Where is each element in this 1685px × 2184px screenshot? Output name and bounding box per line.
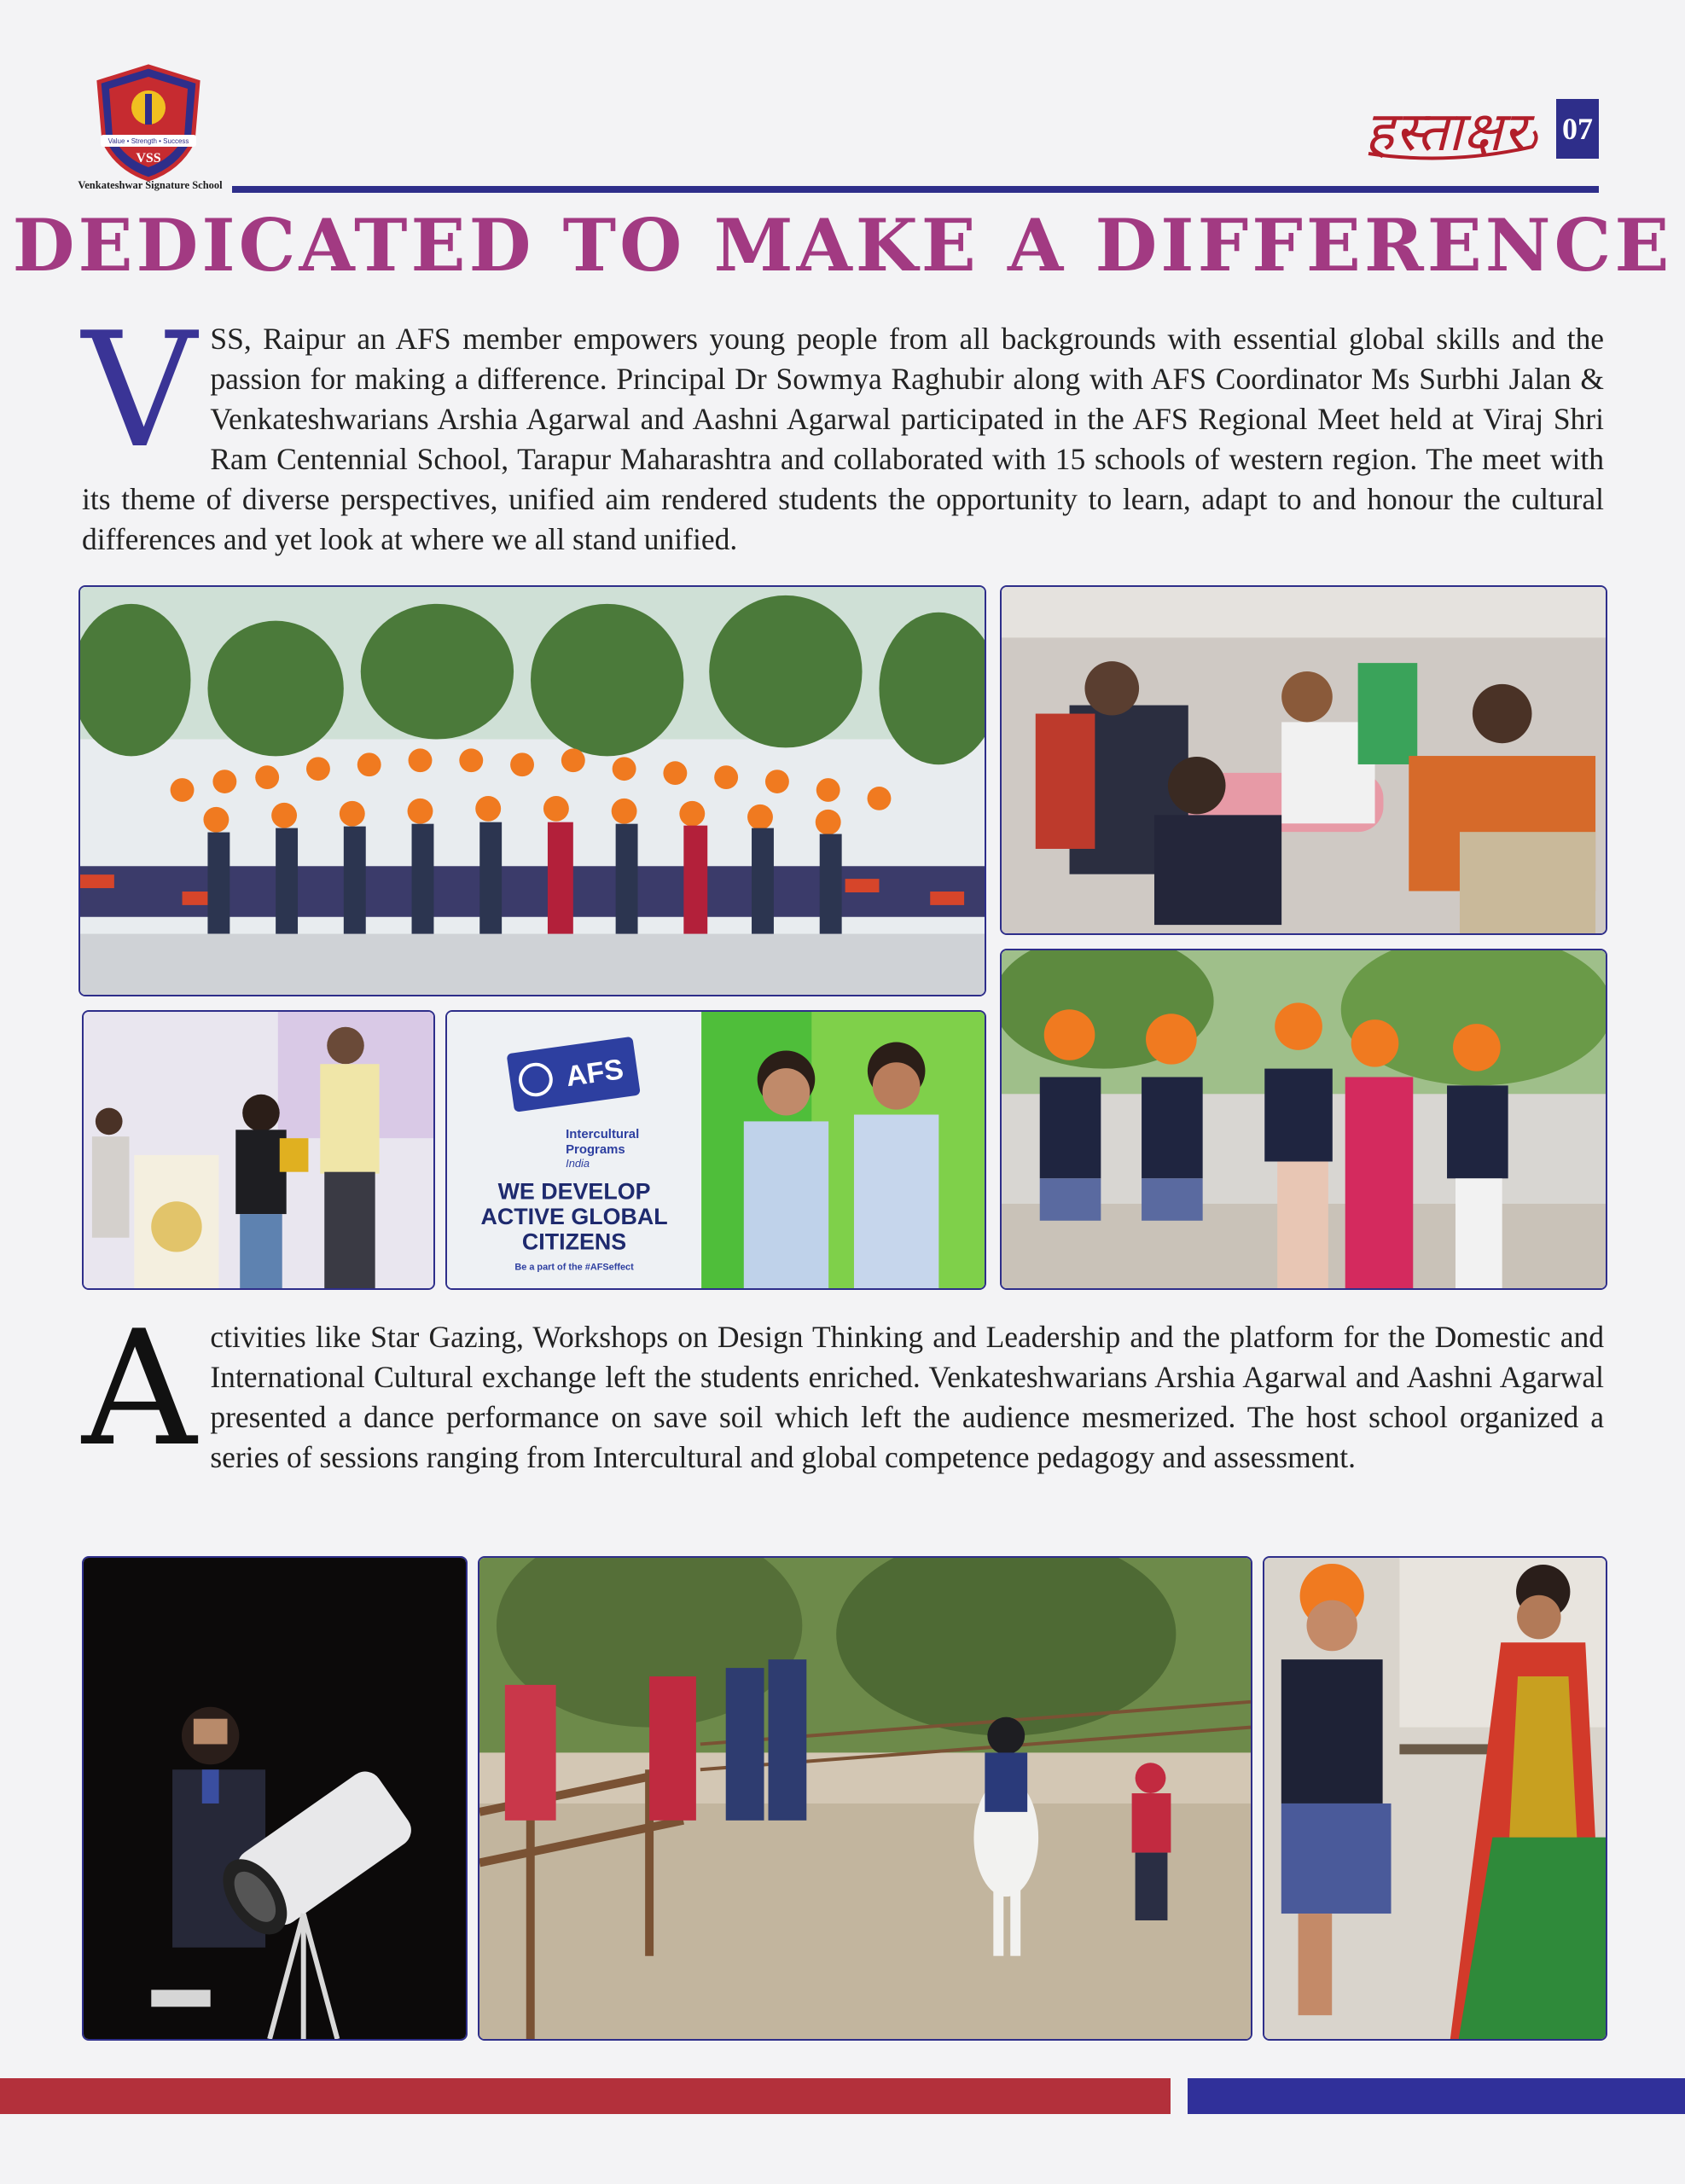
footer-bar-red xyxy=(0,2078,1171,2114)
page-number: 07 xyxy=(1556,99,1599,159)
afs-slogan-line3: CITIZENS xyxy=(521,1228,627,1255)
group-photo xyxy=(78,585,986,996)
dance-performance-photo xyxy=(1263,1556,1607,2041)
page-title: DEDICATED TO MAKE A DIFFERENCE xyxy=(12,203,1673,288)
afs-sub-programs: Programs xyxy=(566,1142,625,1157)
footer-bar-blue xyxy=(1188,2078,1685,2114)
students-in-turbans-photo xyxy=(1000,949,1607,1290)
intro-paragraph xyxy=(82,298,1604,560)
magazine-brand: हस्ताक्षर xyxy=(1365,101,1526,164)
workshop-photo xyxy=(1000,585,1607,935)
logo-motto: Value • Strength • Success xyxy=(107,137,189,145)
school-name: Venkateshwar Signature School xyxy=(78,179,223,191)
intro-paragraph-text: SS, Raipur an AFS member empowers young people from all backgrounds with essential global skills and the passion for making a difference. Principal Dr Sowmya Raghubir along with AFS Coordinator Ms Surbhi Jalan & Venkateshwarians Arshia Agarwal and Aashni Agarwal participated in the AFS Regional Meet held at Viraj Shri Ram Centennial School, Tarapur Maharashtra and collaborated with 15 schools of western region. The meet with its theme of diverse perspectives, unified aim rendered students the opportunity to learn, adapt to and honour the cultural differences and yet look at where we all stand unified. xyxy=(82,322,1604,556)
drop-cap: A xyxy=(82,1296,197,1481)
afs-sub-india: India xyxy=(566,1156,590,1170)
afs-tagline: Be a part of the #AFSeffect xyxy=(514,1262,634,1273)
award-photo xyxy=(82,1010,435,1290)
activities-paragraph xyxy=(82,1296,1604,1481)
brand-swash-decoration xyxy=(1365,128,1540,162)
afs-slogan-line2: ACTIVE GLOBAL xyxy=(480,1203,668,1229)
activities-paragraph-text: ctivities like Star Gazing, Workshops on Design Thinking and Leadership and the platform for the Domestic and International Cultural exchange left the students enriched. Venkateshwarians Arshia Agarwal and Aashni Agarwal presented a dance performance on save soil which left the audience mesmerized. The host school organized a series of sessions ranging from Intercultural and global competence pedagogy and assessment. xyxy=(210,1320,1604,1474)
afs-logo-text: AFS xyxy=(564,1054,626,1094)
horse-riding-photo xyxy=(478,1556,1252,2041)
afs-sub-intercultural: Intercultural xyxy=(566,1128,640,1142)
school-logo xyxy=(94,63,203,183)
afs-slogan-line1: WE DEVELOP xyxy=(497,1178,651,1205)
header-rule xyxy=(232,186,1599,193)
star-gazing-photo xyxy=(82,1556,468,2041)
afs-banner-photo xyxy=(445,1010,986,1290)
drop-cap: V xyxy=(82,298,197,483)
logo-monogram: VSS xyxy=(136,151,161,166)
